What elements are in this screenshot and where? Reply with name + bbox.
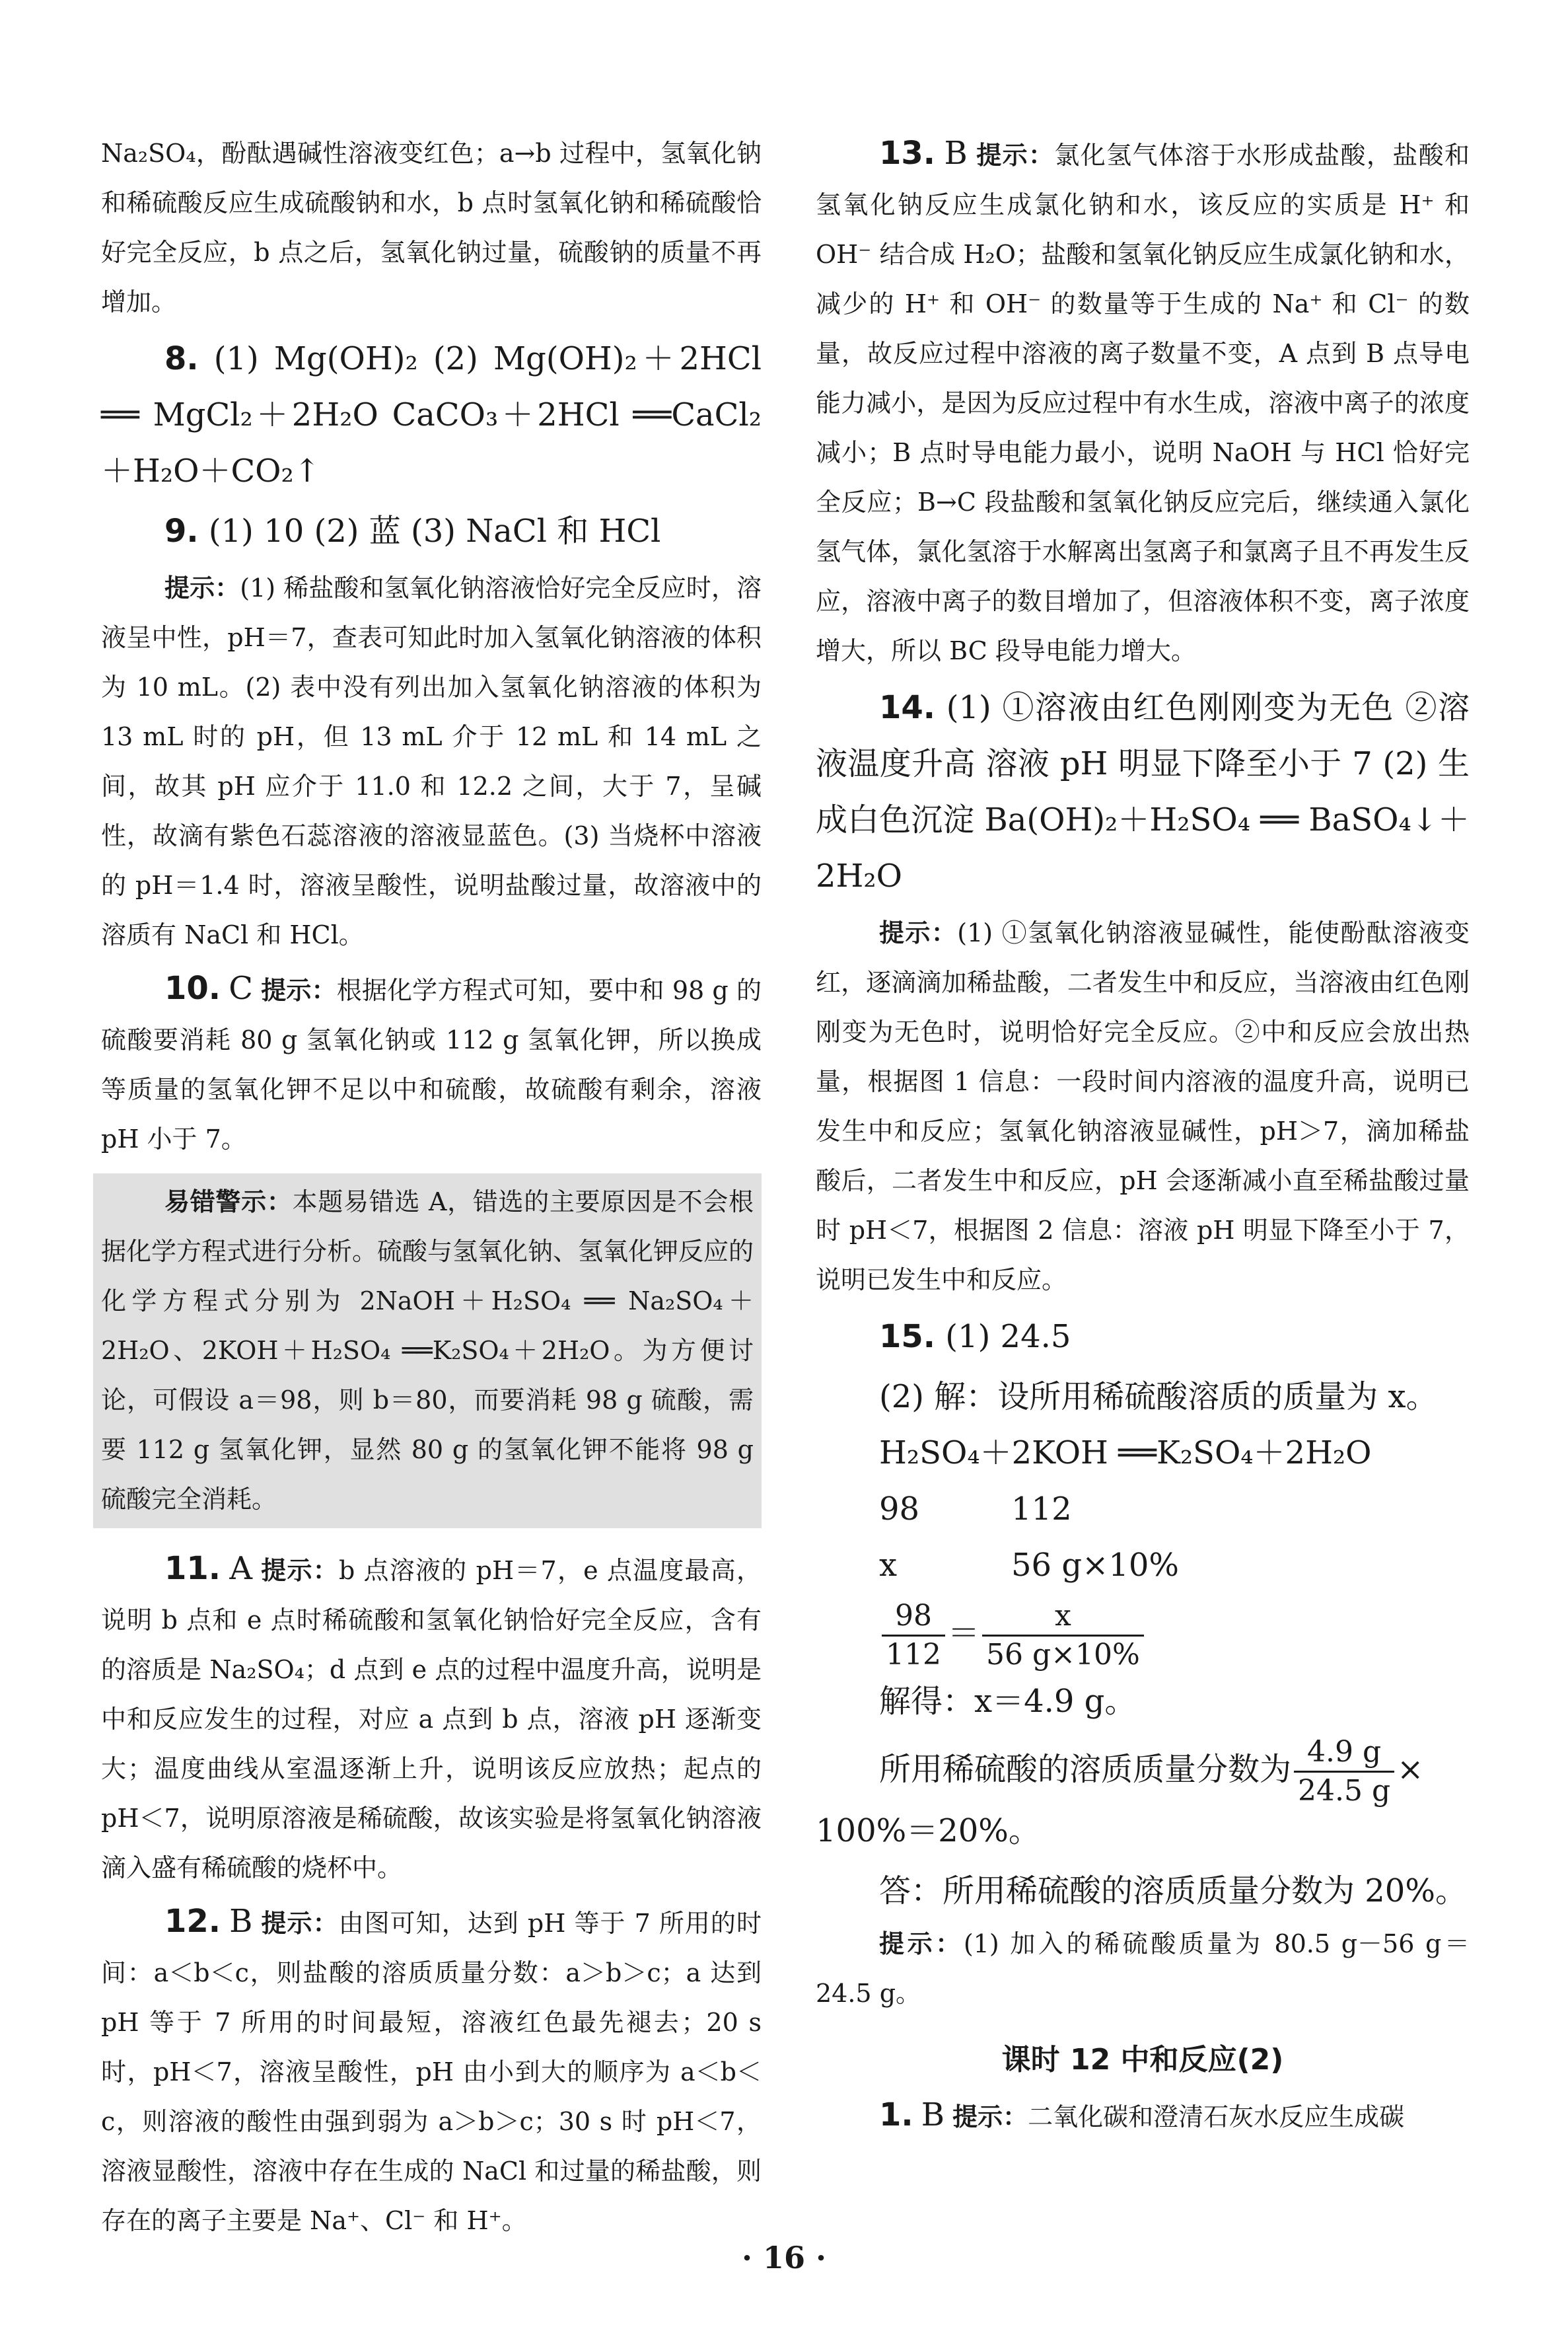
error-warning-box [93, 1173, 762, 1528]
question-number: 13. [879, 135, 936, 172]
continued-paragraph: Na₂SO₄，酚酞遇碱性溶液变红色；a→b 过程中，氢氧化钠和稀硫酸反应生成硫酸钠和水，b 点时氢氧化钠和稀硫酸恰好完全反应，b 点之后，氢氧化钠过量，硫酸钠的质量不再增加。 [101, 139, 762, 316]
hint-15 [816, 1919, 1470, 2018]
hint-text: 氯化氢气体溶于水形成盐酸，盐酸和氢氧化钠反应生成氯化钠和水，该反应的实质是 H⁺ 和 OH⁻ 结合成 H₂O；盐酸和氢氧化钠反应生成氯化钠和水，减少的 H⁺ 和 OH⁻ 的数量等于生成的 Na⁺ 和 Cl⁻ 的数量，故反应过程中溶液的离子数量不变，A 点到 B 点导电能力减小，是因为反应过程中有水生成，溶液中离子的浓度减小；B 点时导电能力最小，说明 NaOH 与 HCl 恰好完全反应；B→C 段盐酸和氢氧化钠反应完后，继续通入氯化氢气体，氯化氢溶于水解离出氢离子和氯离子且不再发生反应，溶液中离子的数目增加了，但溶液体积不变，离子浓度增大，所以 BC 段导电能力增大。 [816, 141, 1470, 665]
ratio-row-1 [816, 1481, 1470, 1537]
question-number: 9. [164, 513, 199, 550]
fraction [882, 1598, 945, 1674]
answer-15-part1 [816, 1309, 1470, 1365]
hint-text: 由图可知，达到 pH 等于 7 所用的时间：a＜b＜c，则盐酸的溶质质量分数：a＞b＞c；a 达到 pH 等于 7 所用的时间最短，溶液红色最先褪去；20 s 时，pH＜7，溶液呈酸性，pH 由小到大的顺序为 a＜b＜c，则溶液的酸性由强到弱为 a＞b＞c；30 s 时 pH＜7，溶液显酸性，溶液中存在生成的 NaCl 和过量的稀盐酸，则存在的离子主要是 Na⁺、Cl⁻ 和 H⁺。 [101, 1909, 762, 2235]
answer-letter: C [229, 970, 253, 1007]
denominator: 24.5 g [1298, 1774, 1391, 1808]
question-number: 14. [879, 689, 936, 726]
ratio-cell: 56 g×10% [1011, 1547, 1179, 1584]
answer-letter: B [229, 1903, 253, 1940]
hint-text: 根据化学方程式可知，要中和 98 g 的硫酸要消耗 80 g 氢氧化钠或 112 g 氢氧化钾，所以换成等质量的氢氧化钾不足以中和硫酸，故硫酸有剩余，溶液 pH 小于 7。 [101, 976, 762, 1154]
hint-label: 提示： [879, 1929, 964, 1958]
hint-14 [816, 908, 1470, 1305]
answer-8 [101, 331, 762, 499]
answer-11 [101, 1544, 762, 1893]
times-sign: × [1397, 1751, 1424, 1788]
answer-14 [816, 680, 1470, 904]
numerator: 98 [882, 1598, 945, 1637]
fraction [982, 1598, 1144, 1674]
answer-9 [101, 503, 762, 560]
hint-label: 提示： [261, 1909, 339, 1938]
hint-label: 提示： [976, 141, 1055, 170]
denominator: 56 g×10% [986, 1638, 1140, 1672]
warning-label: 易错警示： [164, 1187, 293, 1216]
denominator: 112 [886, 1638, 941, 1672]
answer-text: (1) ①溶液由红色刚刚变为无色 ②溶液温度升高 溶液 pH 明显下降至小于 7 (2) 生成白色沉淀 Ba(OH)₂＋H₂SO₄ ══ BaSO₄↓＋2H₂O [816, 689, 1470, 895]
lesson-heading: 课时 12 中和反应(2) [1001, 2043, 1284, 2077]
ratio-row-2 [816, 1537, 1470, 1594]
solve-line: 解得：x＝4.9 g。 [879, 1683, 1137, 1720]
answer-10 [101, 964, 762, 1164]
answer-text: (1) 10 (2) 蓝 (3) NaCl 和 HCl [208, 513, 661, 550]
ratio-cell: 98 [879, 1491, 920, 1528]
question-number: 1. [879, 2096, 913, 2133]
question-number: 11. [164, 1550, 221, 1587]
hint-label: 提示： [261, 1556, 339, 1585]
hint-text: b 点溶液的 pH＝7，e 点温度最高，说明 b 点和 e 点时稀硫酸和氢氧化钠恰好完全反应，含有的溶质是 Na₂SO₄；d 点到 e 点的过程中温度升高，说明是中和反应发生的过程，对应 a 点到 b 点，溶液 pH 逐渐变大；温度曲线从室温逐渐上升，说明该反应放热；起点的 pH＜7，说明原溶液是稀硫酸，故该实验是将氢氧化钠溶液滴入盛有稀硫酸的烧杯中。 [101, 1556, 762, 1882]
hint-label: 提示： [261, 976, 337, 1005]
answer-letter: B [944, 135, 968, 172]
question-number: 12. [164, 1903, 221, 1940]
final-answer: 答：所用稀硫酸的溶质质量分数为 20%。 [879, 1872, 1467, 1909]
hint-label: 提示： [952, 2102, 1028, 2131]
solution-intro: (2) 解：设所用稀硫酸溶质的质量为 x。 [879, 1378, 1438, 1415]
chemical-equation: H₂SO₄＋2KOH ══K₂SO₄＋2H₂O [879, 1434, 1372, 1471]
mass-fraction-prefix: 所用稀硫酸的溶质质量分数为 [879, 1751, 1292, 1788]
answer-13 [816, 129, 1470, 676]
answer-letter: B [921, 2096, 945, 2133]
hint-label: 提示： [164, 573, 240, 603]
right-column [816, 129, 1470, 2146]
warning-paragraph [101, 1177, 754, 1524]
numerator: x [982, 1598, 1144, 1637]
warning-text: 本题易错选 A，错选的主要原因是不会根据化学方程式进行分析。硫酸与氢氧化钠、氢氧化钾反应的化学方程式分别为 2NaOH＋H₂SO₄ ══ Na₂SO₄＋2H₂O、2KOH＋H₂SO₄ ══K₂SO₄＋2H₂O。为方便讨论，可假设 a＝98，则 b＝80，而要消耗 98 g 硫酸，需要 112 g 氢氧化钾，显然 80 g 的氢氧化钾不能将 98 g 硫酸完全消耗。 [101, 1187, 754, 1514]
hint-text: (1) ①氢氧化钠溶液显碱性，能使酚酞溶液变红，逐滴滴加稀盐酸，二者发生中和反应，当溶液由红色刚刚变为无色时，说明恰好完全反应。②中和反应会放出热量，根据图 1 信息：一段时间内溶液的温度升高，说明已发生中和反应；氢氧化钠溶液显碱性，pH＞7，滴加稀盐酸后，二者发生中和反应，pH 会逐渐减小直至稀盐酸过量时 pH＜7，根据图 2 信息：溶液 pH 明显下降至小于 7，说明已发生中和反应。 [816, 918, 1470, 1294]
hint-label: 提示： [879, 918, 958, 947]
equals-sign: ＝ [947, 1615, 980, 1652]
ratio-cell: 112 [1011, 1491, 1072, 1528]
hint-text: 二氧化碳和澄清石灰水反应生成碳 [1028, 2102, 1405, 2131]
part1-text: (1) 24.5 [945, 1318, 1071, 1355]
hint-text: (1) 稀盐酸和氢氧化钠溶液恰好完全反应时，溶液呈中性，pH＝7，查表可知此时加入氢氧化钠溶液的体积为 10 mL。(2) 表中没有列出加入氢氧化钠溶液的体积为 13 mL 时的 pH，但 13 mL 介于 12 mL 和 14 mL 之间，故其 pH 应介于 11.0 和 12.2 之间，大于 7，呈碱性，故滴有紫色石蕊溶液的溶液显蓝色。(3) 当烧杯中溶液的 pH＝1.4 时，溶液呈酸性，说明盐酸过量，故溶液中的溶质有 NaCl 和 HCl。 [101, 573, 762, 949]
hint-text: (1) 加入的稀硫酸质量为 80.5 g－56 g＝24.5 g。 [816, 1929, 1470, 2008]
mass-fraction-line [816, 1730, 1470, 1810]
ratio-cell: x [879, 1547, 898, 1584]
question-number: 10. [164, 970, 221, 1007]
question-number: 8. [164, 340, 199, 377]
answer-text: (1) Mg(OH)₂ (2) Mg(OH)₂＋2HCl ══ MgCl₂＋2H₂O CaCO₃＋2HCl ══CaCl₂＋H₂O＋CO₂↑ [101, 340, 762, 490]
left-column [101, 129, 762, 2250]
question-number: 15. [879, 1318, 936, 1355]
page-number: · 16 · [741, 2240, 827, 2275]
fraction [1294, 1734, 1394, 1810]
answer-letter: A [229, 1550, 252, 1587]
proportion [816, 1594, 1470, 1674]
numerator: 4.9 g [1294, 1734, 1394, 1773]
hint-9 [101, 564, 762, 960]
answer-12 [101, 1897, 762, 2246]
mass-fraction-result: 100%＝20%。 [816, 1812, 1040, 1849]
answer-1 [816, 2090, 1470, 2142]
